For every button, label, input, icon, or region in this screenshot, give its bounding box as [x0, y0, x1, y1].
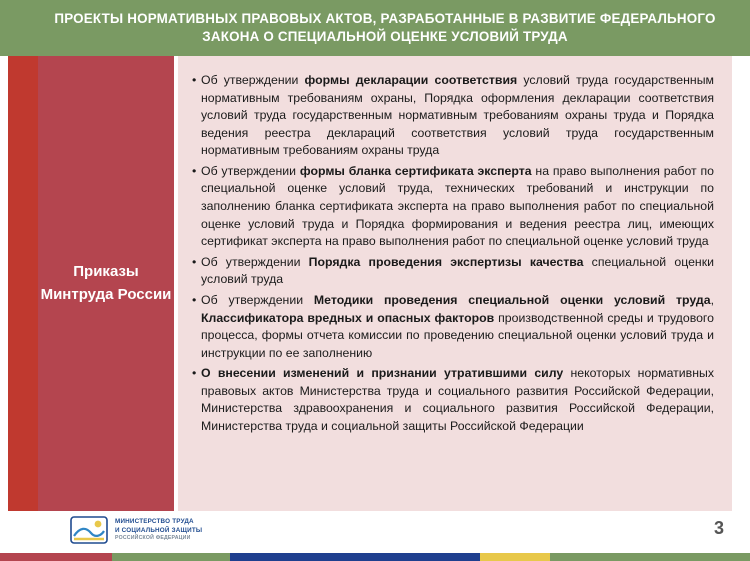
- title-band: [0, 0, 750, 56]
- page-number: 3: [713, 518, 724, 538]
- bullet-dot-icon: •: [192, 366, 197, 381]
- bullet-text-part: Об утверждении: [201, 254, 309, 269]
- footer-color-bar: [0, 547, 750, 561]
- bullet-item: [192, 365, 714, 435]
- bullet-item: [192, 163, 714, 251]
- bullet-text-part: Об утверждении: [201, 73, 305, 87]
- bullet-text-part: условий труда государственным нормативным требованиям охраны, Порядка оформления декларации соответствия условий труда государственным нормативным требованиям охраны труда и Порядка ведения реестра деклараций соответствия условий труда государственным нормативным требованиям охраны труда: [201, 73, 714, 158]
- bullet-list: [192, 72, 714, 436]
- bullet-dot-icon: •: [192, 163, 197, 178]
- content-panel: [178, 56, 732, 511]
- page-title: ПРОЕКТЫ НОРМАТИВНЫХ ПРАВОВЫХ АКТОВ, РАЗРАБОТАННЫЕ В РАЗВИТИЕ ФЕДЕРАЛЬНОГО ЗАКОНА О СПЕЦИАЛЬНОЙ ОЦЕНКЕ УСЛОВИЙ ТРУДА: [54, 10, 716, 44]
- bullet-dot-icon: •: [192, 73, 197, 87]
- bullet-text-part: формы бланка сертификата эксперта: [299, 163, 536, 178]
- logo-line-3: РОССИЙСКОЙ ФЕДЕРАЦИИ: [115, 534, 191, 541]
- bullet-text-part: Классификатора вредных и опасных факторов: [201, 310, 499, 325]
- bullet-item: [192, 292, 714, 362]
- title-band-inner: [38, 0, 732, 56]
- bullet-text-part: О внесении изменений и признании утратившими силу: [201, 366, 571, 381]
- bullet-item: [192, 254, 714, 289]
- bullet-text-part: ,: [710, 292, 714, 307]
- bullet-text-part: Об утверждении: [201, 292, 314, 307]
- logo-line-1: МИНИСТЕРСТВО ТРУДА: [115, 518, 194, 526]
- footer-segment-green: [112, 553, 230, 561]
- category-label-text: Приказы Минтруда России: [40, 263, 172, 303]
- bullet-text-part: специальной оценки условий труда: [201, 254, 714, 287]
- footer-segment-blue: [230, 553, 480, 561]
- footer-segment-yellow: [480, 553, 550, 561]
- bullet-item: [192, 72, 714, 160]
- bullet-text-part: Порядка проведения экспертизы качества: [308, 254, 592, 269]
- bullet-text-part: некоторых нормативных правовых актов Министерства труда и социального развития Российской Федерации, Министерства здравоохранения и социального развития Российской Федерации, Министерства труда и социальной защиты Российской Федерации: [201, 366, 714, 433]
- bullet-text-part: формы декларации соответствия: [304, 73, 524, 87]
- ministry-logo: [70, 515, 202, 545]
- bullet-text-part: на право выполнения работ по специальной оценке условий труда, технических требований и инструкции по заполнению бланка сертификата эксперта на право выполнения работ по специальной оценке условий труда и Порядка формирования и ведения реестра лиц, имеющих сертификат эксперта на право выполнения работ по специальной оценке условий труда: [201, 163, 714, 249]
- logo-text: [115, 518, 202, 541]
- bullet-dot-icon: •: [192, 292, 197, 307]
- bullet-text-part: Методики проведения специальной оценки условий труда: [313, 292, 711, 307]
- left-accent-strip: [8, 56, 38, 511]
- logo-line-2: И СОЦИАЛЬНОЙ ЗАЩИТЫ: [115, 526, 203, 534]
- bullet-dot-icon: •: [192, 254, 197, 269]
- bullet-text-part: Об утверждении: [201, 163, 300, 178]
- footer-segment-green-2: [550, 553, 750, 561]
- category-label-box: [38, 56, 174, 511]
- footer-segment-red: [0, 553, 112, 561]
- bullet-text-part: производственной среды и трудового процесса, формы отчета комиссии по проведению специальной оценки условий труда и инструкции по ее заполнению: [201, 310, 714, 360]
- logo-emblem-icon: [70, 515, 108, 545]
